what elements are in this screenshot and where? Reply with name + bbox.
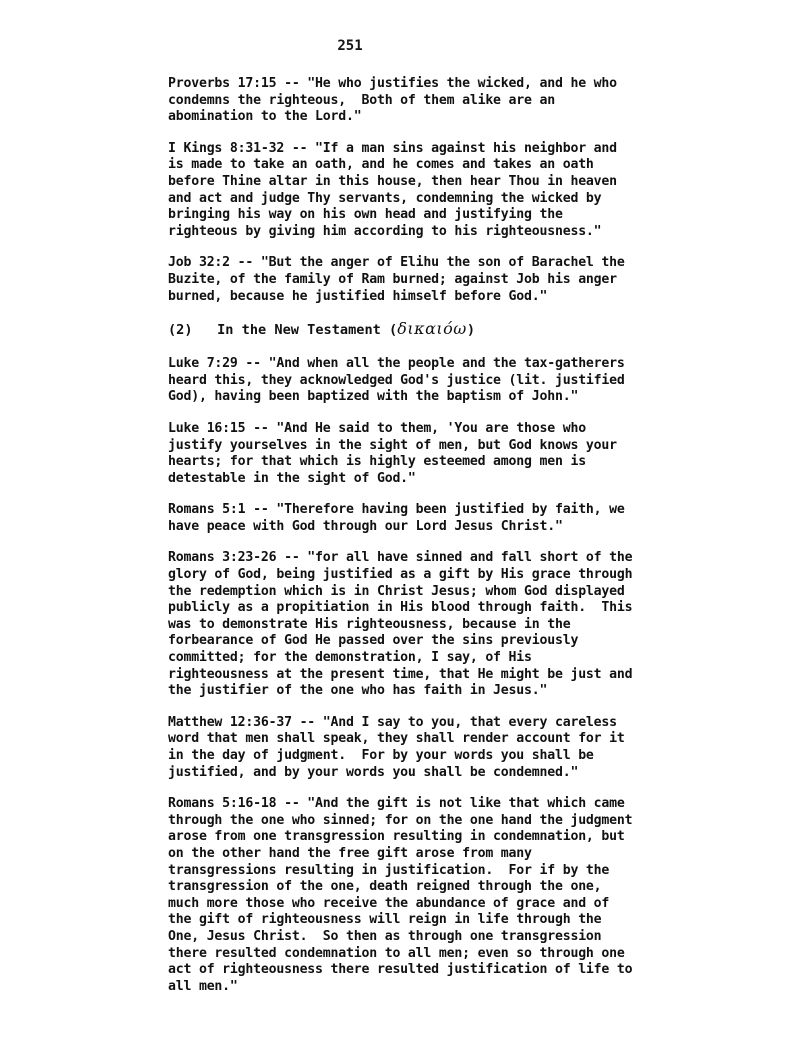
passage-line: in the day of judgment. For by your words you shall be — [168, 748, 594, 763]
passage-line: Matthew 12:36-37 -- "And I say to you, that every careless — [168, 714, 617, 730]
passage-line: Romans 5:1 -- "Therefore having been justified by faith, we — [168, 502, 625, 518]
scripture-passage-romans-5-16 — [168, 796, 703, 995]
section-heading-new-testament: (2) In the New Testament (δικαιόω) — [168, 319, 476, 339]
scripture-passage-proverbs-17-15 — [168, 76, 703, 126]
scripture-passage-job-32-2 — [168, 255, 703, 305]
passage-line: God), having been baptized with the baptism of John." — [168, 389, 579, 405]
passage-line: condemns the righteous, Both of them alike are an — [168, 92, 555, 108]
scripture-passage-romans-5-1 — [168, 502, 703, 535]
passage-line: Proverbs 17:15 -- "He who justifies the wicked, and he who — [168, 76, 617, 91]
section-number: (2) — [168, 322, 193, 339]
passage-line: righteous by giving him according to his righteousness." — [168, 223, 602, 239]
passage-line: bringing his way on his own head and justifying the — [168, 207, 563, 223]
page-number: 251 — [337, 38, 363, 54]
passage-line: much more those who receive the abundance of grace and of — [168, 895, 610, 911]
passage-line: and act and judge Thy servants, condemning the wicked by — [168, 190, 602, 206]
passage-line: glory of God, being justified as a gift by His grace through — [168, 567, 633, 583]
passage-line: committed; for the demonstration, I say, of His — [168, 650, 532, 666]
passage-line: is made to take an oath, and he comes and takes an oath — [168, 157, 594, 173]
passage-line: I Kings 8:31-32 -- "If a man sins against his neighbor and — [168, 140, 617, 156]
passage-line: transgressions resulting in justification. For if by the — [168, 862, 610, 878]
passage-line: Luke 7:29 -- "And when all the people and the tax-gatherers — [168, 356, 625, 372]
passage-line: righteousness at the present time, that He might be just and — [168, 666, 633, 682]
passage-line: was to demonstrate His righteousness, because in the — [168, 616, 571, 632]
passage-line: heard this, they acknowledged God's justice (lit. justified — [168, 372, 625, 388]
passage-line: the justifier of the one who has faith in Jesus." — [168, 683, 548, 699]
passage-line: Job 32:2 -- "But the anger of Elihu the son of Barachel the — [168, 255, 625, 271]
passage-line: word that men shall speak, they shall render account for it — [168, 731, 625, 747]
passage-line: hearts; for that which is highly esteemed among men is — [168, 454, 586, 470]
scripture-passage-luke-7-29 — [168, 356, 703, 406]
passage-line: publicly as a propitiation in His blood through faith. This — [168, 600, 633, 616]
scripture-passage-matthew-12-36 — [168, 715, 703, 781]
passage-line: arose from one transgression resulting in condemnation, but — [168, 829, 625, 845]
passage-line: there resulted condemnation to all men; even so through one — [168, 945, 625, 961]
passage-line: justified, and by your words you shall be condemned." — [168, 764, 579, 780]
passage-line: before Thine altar in this house, then hear Thou in heaven — [168, 173, 617, 189]
greek-term: δικαιόω — [397, 319, 467, 339]
passage-line: burned, because he justified himself before God." — [168, 288, 548, 304]
passage-line: the redemption which is in Christ Jesus; whom God displayed — [168, 583, 625, 599]
passage-line: forbearance of God He passed over the sins previously — [168, 633, 579, 649]
scripture-passage-1-kings-8-31 — [168, 141, 703, 241]
passage-line: One, Jesus Christ. So then as through one transgression — [168, 928, 602, 944]
passage-line: detestable in the sight of God." — [168, 470, 416, 486]
passage-line: have peace with God through our Lord Jesus Christ." — [168, 518, 563, 534]
page-content — [168, 76, 703, 1010]
scripture-passage-luke-16-15 — [168, 421, 703, 487]
passage-line: justify yourselves in the sight of men, but God knows your — [168, 437, 617, 453]
passage-line: all men." — [168, 978, 238, 994]
passage-line: on the other hand the free gift arose from many — [168, 845, 532, 861]
passage-line: Buzite, of the family of Ram burned; against Job his anger — [168, 271, 617, 287]
passage-line: Romans 5:16-18 -- "And the gift is not like that which came — [168, 796, 625, 812]
passage-line: the gift of righteousness will reign in life through the — [168, 912, 602, 928]
passage-line: Romans 3:23-26 -- "for all have sinned and fall short of the — [168, 550, 633, 566]
passage-line: transgression of the one, death reigned through the one, — [168, 879, 602, 895]
section-title: In the New Testament — [217, 322, 381, 339]
passage-line: Luke 16:15 -- "And He said to them, 'You are those who — [168, 420, 586, 436]
passage-line: abomination to the Lord." — [168, 109, 362, 125]
passage-line: act of righteousness there resulted justification of life to — [168, 962, 633, 978]
passage-line: through the one who sinned; for on the one hand the judgment — [168, 812, 633, 828]
scripture-passage-romans-3-23 — [168, 550, 703, 699]
